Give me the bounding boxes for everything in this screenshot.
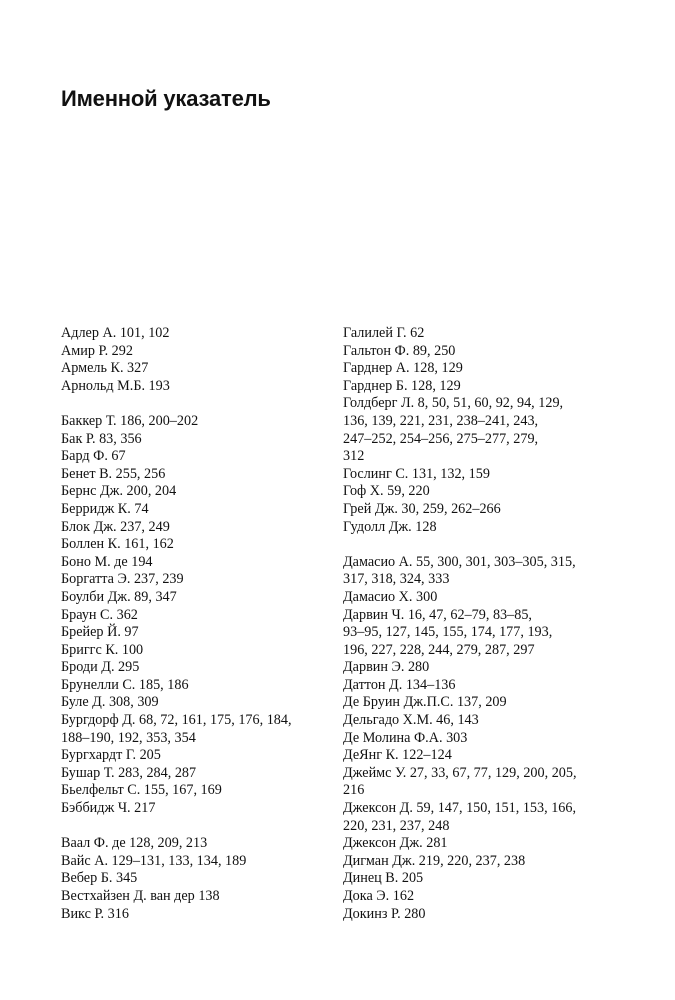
index-entry-text: Гарднер А. 128, 129 [343,360,463,377]
index-entry [61,765,336,783]
index-entry-text: Брейер Й. 97 [61,624,139,641]
index-entry [343,747,615,765]
index-column-left [61,325,336,923]
index-entry [343,325,615,343]
index-entry-text: Боргатта Э. 237, 239 [61,571,184,588]
index-entry-text: Викс Р. 316 [61,905,129,922]
index-entry-continuation: 247–252, 254–256, 275–277, 279, [343,430,539,447]
index-entry [61,677,336,695]
index-entry [61,694,336,712]
index-entry-text: Галилей Г. 62 [343,325,425,341]
index-entry-continuation: 136, 139, 221, 231, 238–241, 243, [343,412,539,429]
index-entry-text: Бернс Дж. 200, 204 [61,483,177,500]
index-entry [61,448,336,466]
index-entry [343,360,615,378]
index-entry-text: Бургдорф Д. 68, 72, 161, 175, 176, 184, [61,712,292,729]
index-entry [61,589,336,607]
index-entry-text: Бушар Т. 283, 284, 287 [61,764,197,781]
index-entry-text: Гарднер Б. 128, 129 [343,377,461,394]
index-entry-text: Гоф Х. 59, 220 [343,483,430,500]
index-entry [343,607,615,660]
index-entry-continuation: 317, 318, 324, 333 [343,571,450,588]
index-entry [343,395,615,465]
letter-group [61,413,336,818]
index-entry-text: Дамасио А. 55, 300, 301, 303–305, 315, [343,553,576,570]
index-entry-text: Бенет В. 255, 256 [61,465,166,482]
letter-group [343,325,615,536]
index-entry-continuation: 312 [343,448,365,465]
index-entry-text: Брунелли С. 185, 186 [61,676,189,693]
index-entry [61,483,336,501]
index-entry-continuation: 188–190, 192, 353, 354 [61,729,196,746]
index-entry-text: Боно М. де 194 [61,553,153,570]
letter-group [343,554,615,923]
index-entry-text: Дельгадо Х.М. 46, 143 [343,712,479,729]
index-entry-text: Баккер Т. 186, 200–202 [61,412,199,429]
index-entry-text: Докинз Р. 280 [343,905,426,922]
index-entry-text: Бургхардт Г. 205 [61,747,161,764]
index-entry-text: Де Бруин Дж.П.С. 137, 209 [343,694,507,711]
index-entry [343,906,615,924]
index-column-right [343,325,615,923]
index-entry [343,554,615,589]
index-entry [61,378,336,396]
index-entry [343,888,615,906]
index-entry [61,712,336,747]
index-entry [61,343,336,361]
index-entry [343,870,615,888]
index-entry-text: Боулби Дж. 89, 347 [61,588,177,605]
index-entry [61,413,336,431]
index-entry-text: Армель К. 327 [61,360,149,377]
index-entry [343,659,615,677]
index-entry-text: Джексон Дж. 281 [343,835,448,852]
index-entry-text: Ваал Ф. де 128, 209, 213 [61,835,208,852]
index-entry [61,642,336,660]
index-entry-text: ДеЯнг К. 122–124 [343,747,452,764]
index-entry-text: Дигман Дж. 219, 220, 237, 238 [343,852,526,869]
index-entry [343,712,615,730]
index-entry [61,571,336,589]
letter-group [61,835,336,923]
index-entry-continuation: 216 [343,782,365,799]
index-entry-text: Адлер А. 101, 102 [61,325,170,341]
index-entry-text: Джеймс У. 27, 33, 67, 77, 129, 200, 205, [343,764,577,781]
index-entry [343,853,615,871]
index-entry-text: Дарвин Ч. 16, 47, 62–79, 83–85, [343,606,532,623]
index-entry [61,466,336,484]
index-entry [343,466,615,484]
index-entry [61,835,336,853]
index-entry [61,888,336,906]
index-entry [343,519,615,537]
index-entry [343,589,615,607]
index-entry-text: Дамасио Х. 300 [343,588,438,605]
index-entry [61,800,336,818]
index-entry-text: Гудолл Дж. 128 [343,518,437,535]
index-entry [343,730,615,748]
index-entry [61,501,336,519]
index-entry-text: Арнольд М.Б. 193 [61,377,170,394]
index-entry [343,501,615,519]
index-entry-continuation: 220, 231, 237, 248 [343,817,450,834]
index-entry [61,747,336,765]
index-entry-text: Де Молина Ф.А. 303 [343,729,468,746]
index-entry-text: Даттон Д. 134–136 [343,676,456,693]
index-entry-text: Бьелфельт С. 155, 167, 169 [61,782,222,799]
index-entry-text: Блок Дж. 237, 249 [61,518,170,535]
index-entry [343,800,615,835]
index-entry-text: Браун С. 362 [61,606,138,623]
index-entry-text: Динец В. 205 [343,870,424,887]
index-entry-text: Гослинг С. 131, 132, 159 [343,465,490,482]
index-entry [61,870,336,888]
index-entry-text: Вайс А. 129–131, 133, 134, 189 [61,852,247,869]
index-entry-text: Вестхайзен Д. ван дер 138 [61,888,220,904]
index-entry-text: Броди Д. 295 [61,659,140,676]
index-entry [61,325,336,343]
index-entry [61,607,336,625]
index-entry [343,835,615,853]
index-entry-text: Голдберг Л. 8, 50, 51, 60, 92, 94, 129, [343,395,564,412]
index-entry-text: Грей Дж. 30, 259, 262–266 [343,500,501,517]
index-entry [343,677,615,695]
index-entry-text: Вебер Б. 345 [61,870,138,887]
index-entry-text: Буле Д. 308, 309 [61,694,159,711]
index-entry-text: Бак Р. 83, 356 [61,430,142,447]
index-entry [343,378,615,396]
index-entry [61,431,336,449]
index-entry [61,554,336,572]
index-entry-text: Дока Э. 162 [343,888,415,904]
index-entry-text: Бэббидж Ч. 217 [61,800,156,817]
index-entry [61,519,336,537]
index-entry [343,483,615,501]
index-entry [61,624,336,642]
index-entry-text: Дарвин Э. 280 [343,659,430,676]
index-entry-text: Берридж К. 74 [61,500,149,517]
index-entry [343,694,615,712]
index-entry [61,536,336,554]
index-entry [61,906,336,924]
index-entry-text: Гальтон Ф. 89, 250 [343,342,456,359]
letter-group [61,325,336,395]
index-entry [61,782,336,800]
page-title: Именной указатель [61,86,271,111]
index-entry [61,659,336,677]
index-entry-continuation: 196, 227, 228, 244, 279, 287, 297 [343,641,535,658]
index-entry-text: Амир Р. 292 [61,342,133,359]
index-entry-text: Джексон Д. 59, 147, 150, 151, 153, 166, [343,800,577,817]
index-entry-text: Бард Ф. 67 [61,448,126,465]
index-entry-continuation: 93–95, 127, 145, 155, 174, 177, 193, [343,624,553,641]
index-entry-text: Боллен К. 161, 162 [61,536,174,553]
index-entry [61,360,336,378]
index-entry [343,343,615,361]
index-entry [343,765,615,800]
index-entry-text: Бриггс К. 100 [61,641,144,658]
index-entry [61,853,336,871]
